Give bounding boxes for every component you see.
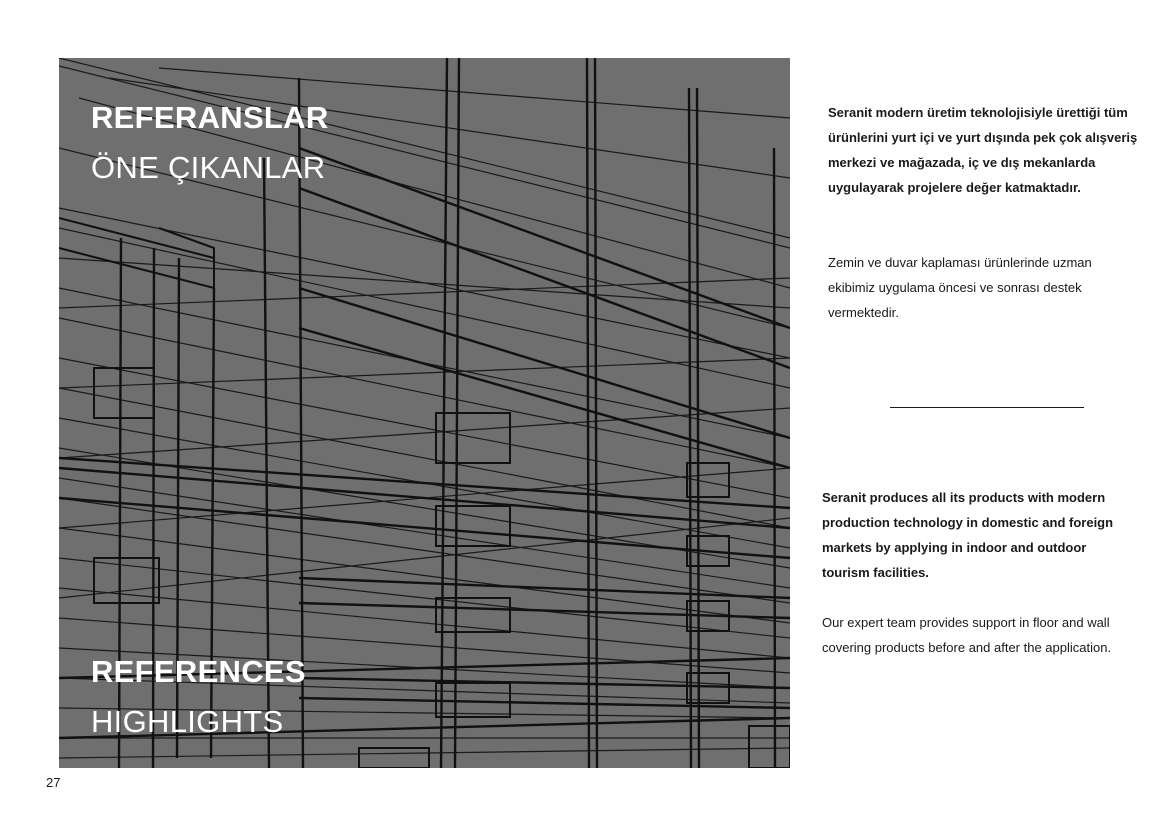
title-tr-bold: REFERANSLAR bbox=[91, 100, 329, 135]
text-en-intro: Seranit produces all its products with modern production technology in domestic and foreign markets by applying in indoor and outdoor tourism facilities. bbox=[822, 490, 1114, 580]
text-en-support: Our expert team provides support in floor and wall covering products before and after the application. bbox=[822, 615, 1112, 655]
text-tr-intro: Seranit modern üretim teknolojisiyle ürettiği tüm ürünlerini yurt içi ve yurt dışında pek çok alışveriş merkezi ve mağazada, iç ve dış mekanlarda uygulayarak projelere değer katmaktadır. bbox=[828, 105, 1138, 195]
hero-image-panel bbox=[59, 58, 790, 768]
title-en-light: HIGHLIGHTS bbox=[91, 704, 284, 739]
text-tr-support: Zemin ve duvar kaplaması ürünlerinde uzman ekibimiz uygulama öncesi ve sonrası destek vermektedir. bbox=[828, 255, 1092, 320]
page-number: 27 bbox=[46, 775, 61, 790]
title-en-bold: REFERENCES bbox=[91, 654, 306, 689]
title-tr-light: ÖNE ÇIKANLAR bbox=[91, 150, 326, 185]
section-divider bbox=[890, 407, 1084, 408]
